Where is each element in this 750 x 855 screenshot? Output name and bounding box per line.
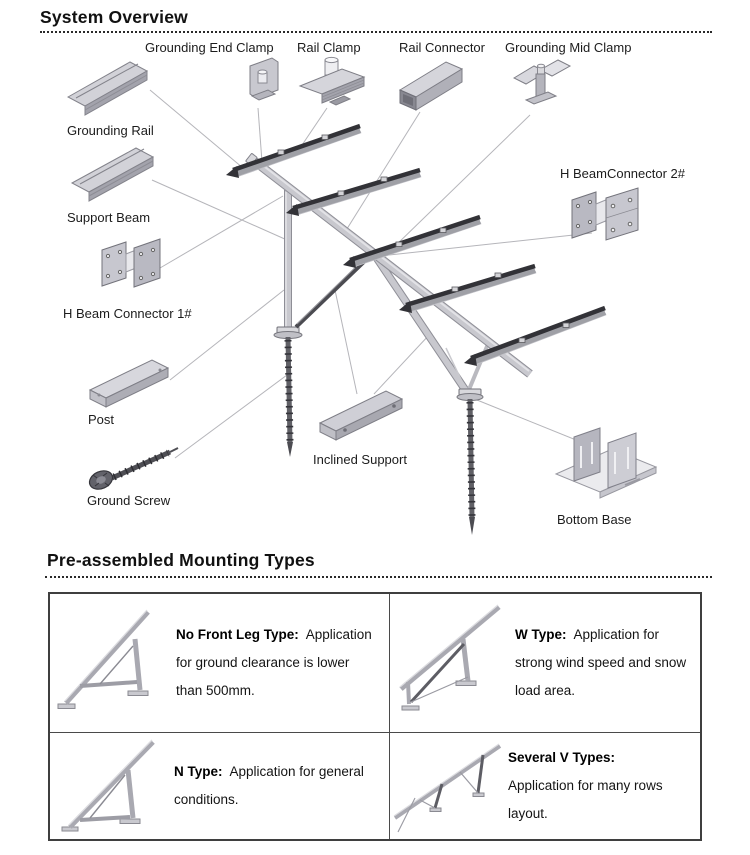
front-ground-screw-part <box>469 399 475 535</box>
support-beam-icon <box>72 148 153 201</box>
label-inclined-support: Inclined Support <box>313 452 407 467</box>
mounting-type-desc: Application for many rows layout. <box>508 778 663 821</box>
ground-screw-icon <box>87 448 178 493</box>
mounting-type-name: Several V Types: <box>508 750 616 765</box>
label-post: Post <box>88 412 115 427</box>
label-support-beam: Support Beam <box>67 210 151 225</box>
mounting-type-cell-n-type <box>50 733 390 839</box>
label-bottom-base: Bottom Base <box>557 512 632 527</box>
mounting-type-name: N Type: <box>174 764 223 779</box>
section-title-mounting-types: Pre-assembled Mounting Types <box>47 550 315 570</box>
dotted-rule-bottom <box>45 576 712 578</box>
grounding-mid-clamp-icon <box>514 60 570 104</box>
label-grounding-mid-clamp: Grounding Mid Clamp <box>505 40 632 55</box>
assembly-illustration <box>0 38 750 548</box>
mounting-type-desc: Application for ground clearance is lower than 500mm. <box>176 627 372 698</box>
inclined-support-icon <box>320 391 402 440</box>
label-ground-screw: Ground Screw <box>87 493 171 508</box>
mounting-type-name: W Type: <box>515 627 567 642</box>
mounting-type-name: No Front Leg Type: <box>176 627 299 642</box>
mounting-types-table <box>48 592 702 841</box>
mounting-type-text <box>176 621 378 705</box>
dotted-rule-top <box>40 31 712 33</box>
h-beam-connector-2-icon <box>572 188 638 240</box>
rail-connector-icon <box>400 62 462 110</box>
mounting-type-text <box>174 758 370 814</box>
several-v-illustration <box>390 738 508 834</box>
label-rail-clamp: Rail Clamp <box>297 40 361 55</box>
mounting-type-cell-several-v <box>390 733 700 839</box>
grounding-end-clamp-icon <box>250 58 278 100</box>
label-rail-connector: Rail Connector <box>399 40 485 55</box>
h-beam-connector-1-icon <box>102 239 160 287</box>
no-front-leg-illustration <box>50 599 170 727</box>
bottom-base-icon <box>556 428 656 498</box>
rail-clamp-icon <box>300 57 364 105</box>
mounting-type-cell-no-front-leg <box>50 594 390 733</box>
main-assembly <box>226 126 606 535</box>
mounting-type-desc: Application for general conditions. <box>174 764 364 807</box>
label-h-beam-connector-1: H Beam Connector 1# <box>63 306 192 321</box>
mounting-type-text <box>508 744 700 828</box>
w-type-illustration <box>394 597 509 729</box>
rear-ground-screw-part <box>287 337 293 457</box>
post-icon <box>90 360 168 407</box>
system-overview-diagram <box>0 38 750 548</box>
mounting-type-text <box>515 621 700 705</box>
grounding-rail-icon <box>68 62 147 115</box>
section-title-system-overview: System Overview <box>40 7 188 27</box>
label-grounding-end-clamp: Grounding End Clamp <box>145 40 274 55</box>
mounting-type-desc: Application for strong wind speed and snow load area. <box>515 627 687 698</box>
label-h-beamconnector-2: H BeamConnector 2# <box>560 166 686 181</box>
mounting-type-cell-w-type <box>390 594 700 733</box>
label-grounding-rail: Grounding Rail <box>67 123 154 138</box>
n-type-illustration <box>50 738 172 834</box>
